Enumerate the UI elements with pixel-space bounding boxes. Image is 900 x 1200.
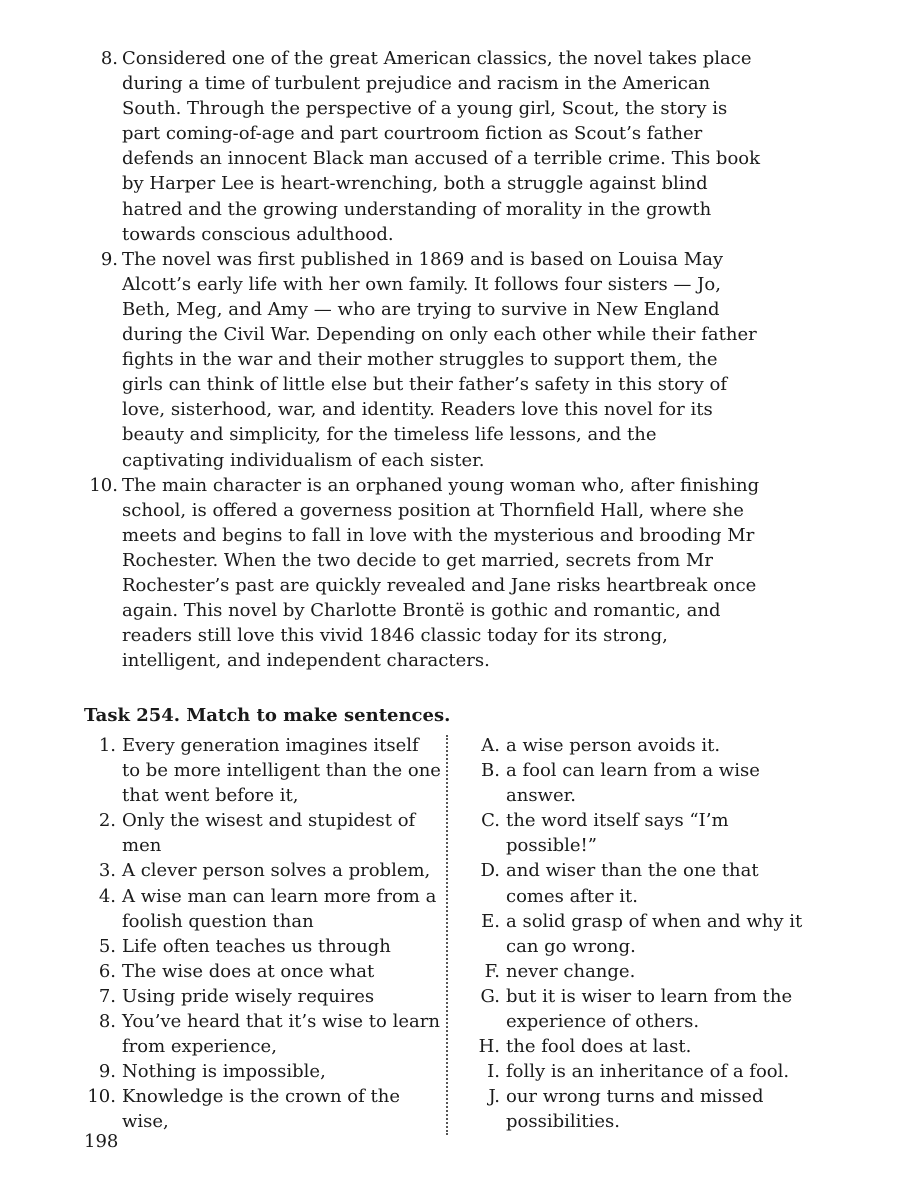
match-right-column xyxy=(440,733,880,1135)
item-text: A clever person solves a problem, xyxy=(122,860,431,882)
left-item-7 xyxy=(0,984,442,1009)
left-item-9 xyxy=(0,1059,442,1084)
item-letter: G. xyxy=(480,985,500,1007)
item-text: You’ve heard that it’s wise to learn from experience, xyxy=(122,1011,440,1058)
left-item-4 xyxy=(0,884,442,934)
left-item-2 xyxy=(0,808,442,858)
item-letter: D. xyxy=(480,860,500,882)
left-item-6 xyxy=(0,959,442,984)
item-number: 6. xyxy=(98,960,116,982)
item-letter: C. xyxy=(481,810,500,832)
right-item-b xyxy=(440,758,806,808)
right-item-i xyxy=(440,1059,806,1084)
right-item-a xyxy=(440,733,806,758)
match-left-column xyxy=(0,733,445,1135)
item-text: Life often teaches us through xyxy=(122,935,391,957)
item-text: Using pride wisely requires xyxy=(122,985,375,1007)
item-text: Every generation imagines itself to be more intelligent than the one that went before it, xyxy=(122,735,441,807)
item-number: 5. xyxy=(98,935,116,957)
item-text: a wise person avoids it. xyxy=(506,735,721,756)
item-letter: E. xyxy=(481,910,500,932)
item-number: 9. xyxy=(98,1061,116,1083)
numbered-description-list xyxy=(0,46,900,673)
item-text: folly is an inheritance of a fool. xyxy=(506,1061,790,1083)
item-text: The novel was first published in 1869 and is based on Louisa May Alcott’s early life with her own family. It follows four sisters — Jo, Beth, Meg, and Amy — who are trying to survive in New England during the Civil War. Depending on only each other while their father fights in the war and their mother struggles to support them, the girls can think of little else but their father’s safety in this story of love, sisterhood, war, and identity. Readers love this novel for its beauty and simplicity, for the timeless life lessons, and the captivating individualism of each sister. xyxy=(122,248,757,471)
page-number: 198 xyxy=(84,1131,119,1152)
right-item-f xyxy=(440,959,806,984)
item-number: 7. xyxy=(98,985,116,1007)
item-letter: A. xyxy=(481,735,500,756)
right-item-d xyxy=(440,858,806,908)
item-text: Nothing is impossible, xyxy=(122,1061,326,1083)
list-item-10 xyxy=(0,473,762,674)
item-text: never change. xyxy=(506,960,636,982)
item-number: 4. xyxy=(98,885,116,907)
item-text: Only the wisest and stupidest of men xyxy=(122,810,416,857)
item-letter: F. xyxy=(484,960,500,982)
item-text: the word itself says “I’m possible!” xyxy=(506,810,729,857)
right-item-j xyxy=(440,1084,806,1134)
item-letter: I. xyxy=(487,1061,500,1083)
right-item-h xyxy=(440,1034,806,1059)
item-text: The wise does at once what xyxy=(122,960,375,982)
task-heading: Task 254. Match to make sentences. xyxy=(84,705,451,726)
item-text: a fool can learn from a wise answer. xyxy=(506,760,760,807)
left-item-10 xyxy=(0,1084,442,1134)
item-text: Knowledge is the crown of the wise, xyxy=(122,1086,400,1133)
right-item-e xyxy=(440,909,806,959)
item-text: the fool does at last. xyxy=(506,1036,692,1058)
item-text: a solid grasp of when and why it can go wrong. xyxy=(506,910,803,957)
item-text: A wise man can learn more from a foolish question than xyxy=(122,885,437,932)
left-item-1 xyxy=(0,733,442,808)
item-letter: J. xyxy=(488,1086,500,1108)
item-number: 10. xyxy=(87,1086,116,1108)
item-number: 3. xyxy=(98,860,116,882)
item-letter: H. xyxy=(478,1036,500,1058)
item-text: and wiser than the one that comes after it. xyxy=(506,860,759,907)
left-item-3 xyxy=(0,858,442,883)
list-item-9 xyxy=(0,247,762,473)
item-text: but it is wiser to learn from the experience of others. xyxy=(506,985,793,1033)
left-item-8 xyxy=(0,1009,442,1059)
item-number: 9. xyxy=(100,248,118,270)
left-item-5 xyxy=(0,934,442,959)
right-item-c xyxy=(440,808,806,858)
right-item-g xyxy=(440,984,806,1034)
item-text: The main character is an orphaned young woman who, after finishing school, is offered a governess position at Thornfield Hall, where she meets and begins to fall in love with the mysterious and brooding Mr Rochester. When the two decide to get married, secrets from Mr Rochester’s past are quickly revealed and Jane risks heartbreak once again. This novel by Charlotte Brontë is gothic and romantic, and readers still love this vivid 1846 classic today for its strong, intelligent, and independent characters. xyxy=(122,474,760,672)
item-number: 8. xyxy=(98,1011,116,1033)
item-text: our wrong turns and missed possibilities. xyxy=(506,1086,764,1133)
item-letter: B. xyxy=(481,760,500,782)
item-text: Considered one of the great American classics, the novel takes place during a time of turbulent prejudice and racism in the American South. Through the perspective of a young girl, Scout, the story is part coming-of-age and part courtroom fiction as Scout’s father defends an innocent Black man accused of a terrible crime. This book by Harper Lee is heart-wrenching, both a struggle against blind hatred and the growing understanding of morality in the growth towards conscious adulthood. xyxy=(122,48,761,245)
item-number: 1. xyxy=(98,735,116,756)
item-number: 8. xyxy=(100,48,118,69)
item-number: 2. xyxy=(98,810,116,832)
list-item-8 xyxy=(0,46,762,247)
item-number: 10. xyxy=(89,474,118,496)
